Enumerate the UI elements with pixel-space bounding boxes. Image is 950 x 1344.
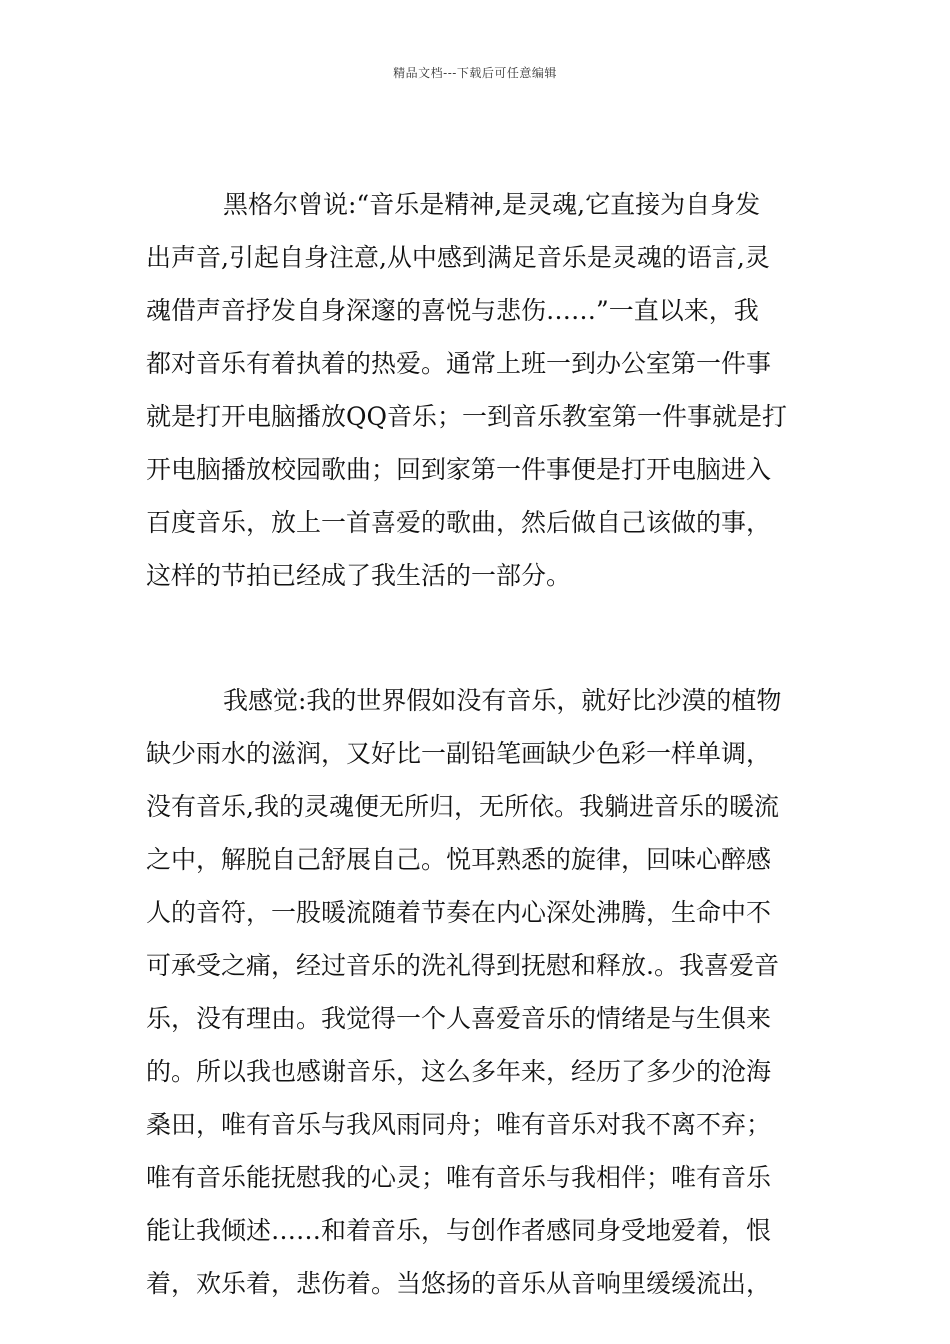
paragraph-1 <box>146 178 808 602</box>
text-line: 黑格尔曾说:“音乐是精神,是灵魂,它直接为自身发 <box>223 190 761 219</box>
text-line: 魂借声音抒发自身深邃的喜悦与悲伤……”一直以来，我 <box>146 296 759 325</box>
text-line: 乐，没有理由。我觉得一个人喜爱音乐的情绪是与生俱来 <box>146 1004 772 1033</box>
text-line: 能让我倾述……和着音乐，与创作者感同身受地爱着，恨 <box>146 1216 772 1245</box>
text-line: 都对音乐有着执着的热爱。通常上班一到办公室第一件事 <box>146 349 772 378</box>
text-line: 缺少雨水的滋润，又好比一副铅笔画缺少色彩一样单调， <box>146 739 772 768</box>
text-line: 开电脑播放校园歌曲；回到家第一件事便是打开电脑进入 <box>146 455 772 484</box>
text-line: 桑田，唯有音乐与我风雨同舟；唯有音乐对我不离不弃； <box>146 1110 772 1139</box>
text-line: 这样的节拍已经成了我生活的一部分。 <box>146 561 572 590</box>
text-line: 的。所以我也感谢音乐，这么多年来，经历了多少的沧海 <box>146 1057 772 1086</box>
page-header: 精品文档---下载后可任意编辑 <box>393 66 557 80</box>
text-line: 唯有音乐能抚慰我的心灵；唯有音乐与我相伴；唯有音乐 <box>146 1163 772 1192</box>
text-line: 人的音符，一股暖流随着节奏在内心深处沸腾，生命中不 <box>146 898 772 927</box>
text-line: 百度音乐，放上一首喜爱的歌曲，然后做自己该做的事， <box>146 508 772 537</box>
paragraph-spacer <box>146 602 808 674</box>
text-line: 我感觉:我的世界假如没有音乐，就好比沙漠的植物 <box>223 686 782 715</box>
text-line: 就是打开电脑播放QQ音乐；一到音乐教室第一件事就是打 <box>146 402 787 431</box>
text-line: 没有音乐,我的灵魂便无所归，无所依。我躺进音乐的暖流 <box>146 792 779 821</box>
text-line: 之中，解脱自己舒展自己。悦耳熟悉的旋律，回味心醉感 <box>146 845 772 874</box>
text-line: 可承受之痛，经过音乐的洗礼得到抚慰和释放.。我喜爱音 <box>146 951 779 980</box>
paragraph-2 <box>146 674 808 1310</box>
document-body <box>146 178 808 1310</box>
text-line: 出声音,引起自身注意,从中感到满足音乐是灵魂的语言,灵 <box>146 243 770 272</box>
text-line: 着，欢乐着，悲伤着。当悠扬的音乐从音响里缓缓流出， <box>146 1269 772 1298</box>
